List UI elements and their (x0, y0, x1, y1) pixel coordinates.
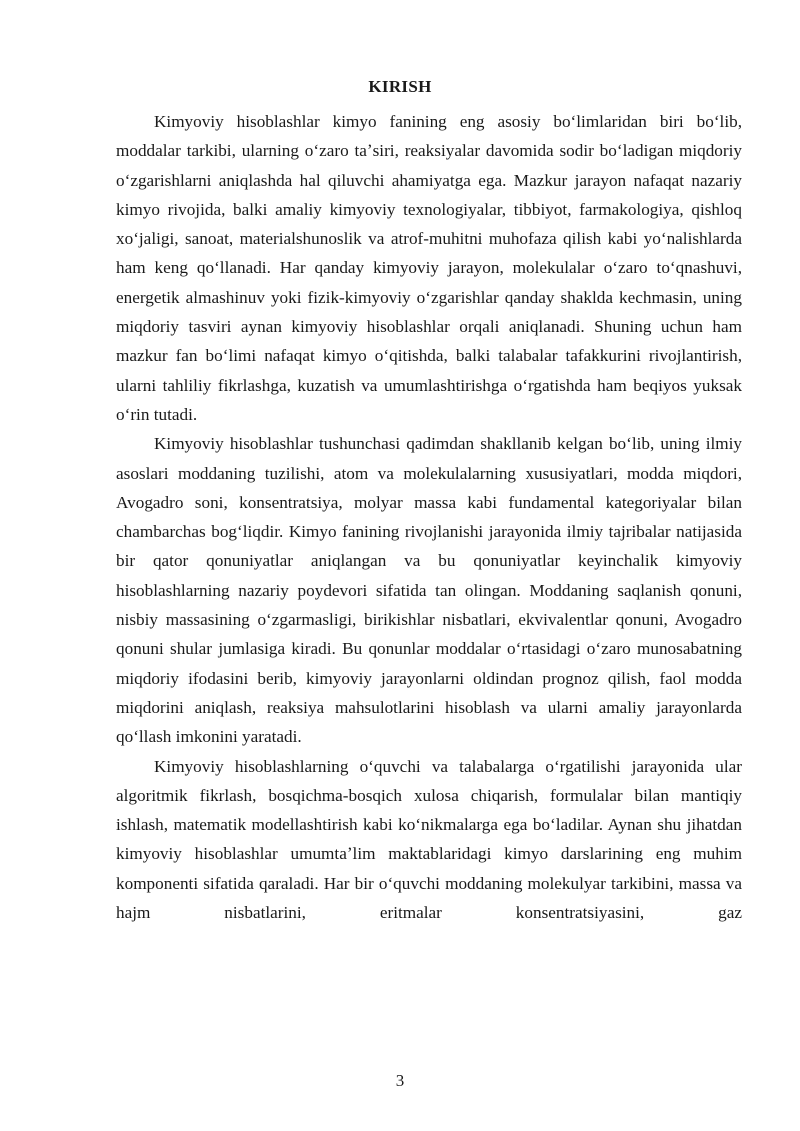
body-text (116, 107, 742, 927)
paragraph-2: Kimyoviy hisoblashlar tushunchasi qadimdan shakllanib kelgan boʻlib, uning ilmiy asoslari moddaning tuzilishi, atom va molekulalarning xususiyatlari, modda miqdori, Avogadro soni, konsentratsiya, molyar massa kabi fundamental kategoriyalar bilan chambarchas bogʻliqdir. Kimyo fanining rivojlanishi jarayonida ilmiy tajribalar natijasida bir qator qonuniyatlar aniqlangan va bu qonuniyatlar keyinchalik kimyoviy hisoblashlarning nazariy poydevori sifatida tan olingan. Moddaning saqlanish qonuni, nisbiy massasining oʻzgarmasligi, birikishlar nisbatlari, ekvivalentlar qonuni, Avogadro qonuni shular jumlasiga kiradi. Bu qonunlar moddalar oʻrtasidagi oʻzaro munosabatning miqdoriy ifodasini berib, kimyoviy jarayonlarni oldindan prognoz qilish, faol modda miqdorini aniqlash, reaksiya mahsulotlarini hisoblash va ularni amaliy jarayonlarda qoʻllash imkonini yaratadi. (116, 434, 742, 747)
paragraph-1: Kimyoviy hisoblashlar kimyo fanining eng asosiy boʻlimlaridan biri boʻlib, moddalar tarkibi, ularning oʻzaro taʼsiri, reaksiyalar davomida sodir boʻladigan miqdoriy oʻzgarishlarni aniqlashda hal qiluvchi ahamiyatga ega. Mazkur jarayon nafaqat nazariy kimyo rivojida, balki amaliy kimyoviy texnologiyalar, tibbiyot, farmakologiya, qishloq xoʻjaligi, sanoat, materialshunoslik va atrof-muhitni muhofaza qilish kabi yoʻnalishlarda ham keng qoʻllanadi. Har qanday kimyoviy jarayon, molekulalar oʻzaro toʻqnashuvi, energetik almashinuv yoki fizik-kimyoviy oʻzgarishlar qanday shaklda kechmasin, uning miqdoriy tasviri aynan kimyoviy hisoblashlar orqali aniqlanadi. Shuning uchun ham mazkur fan boʻlimi nafaqat kimyo oʻqitishda, balki talabalar tafakkurini rivojlantirish, ularni tahliliy fikrlashga, kuzatish va umumlashtirishga oʻrgatishda ham beqiyos yuksak oʻrin tutadi. (116, 112, 742, 424)
page-number: 3 (395, 1071, 405, 1090)
section-heading: KIRISH (368, 77, 432, 96)
paragraph-3: Kimyoviy hisoblashlarning oʻquvchi va talabalarga oʻrgatilishi jarayonida ular algoritmik fikrlash, bosqichma-bosqich xulosa chiqarish, formulalar bilan mantiqiy ishlash, matematik modellashtirish kabi koʻnikmalarga ega boʻladilar. Aynan shu jihatdan kimyoviy hisoblashlar umumtaʼlim maktablaridagi kimyo darslarining eng muhim komponenti sifatida qaraladi. Har bir oʻquvchi moddaning molekulyar tarkibini, massa va hajm nisbatlarini, eritmalar konsentratsiyasini, gaz (116, 756, 742, 923)
